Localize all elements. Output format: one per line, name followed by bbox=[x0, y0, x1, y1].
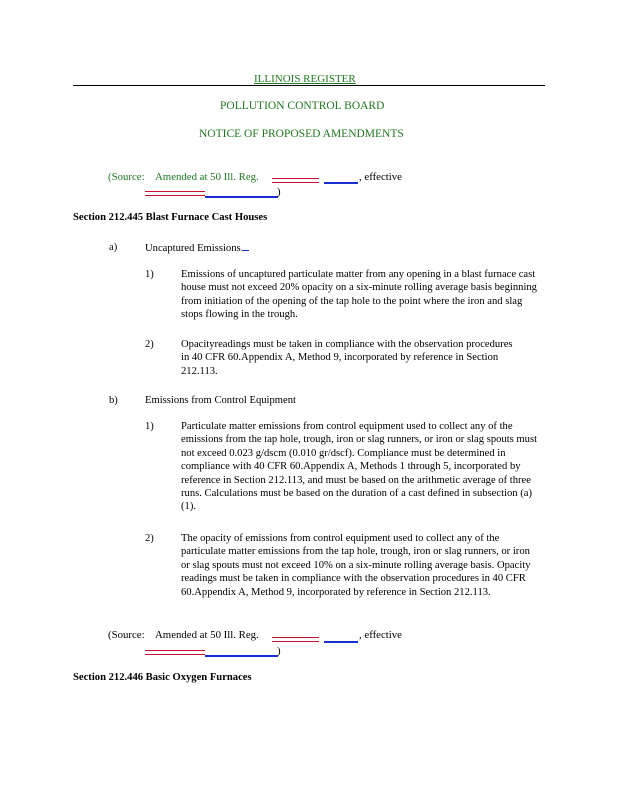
item-a1-label: 1) bbox=[145, 269, 154, 280]
item-b2-label: 2) bbox=[145, 533, 154, 544]
board-title: POLLUTION CONTROL BOARD bbox=[220, 100, 385, 112]
redline-6 bbox=[272, 641, 319, 642]
item-a-label: a) bbox=[109, 242, 118, 253]
blank-line-2 bbox=[205, 196, 278, 198]
source2-amended: Amended at 50 Ill. Reg. bbox=[155, 629, 259, 641]
notice-title: NOTICE OF PROPOSED AMENDMENTS bbox=[199, 128, 404, 140]
source-amended: Amended at 50 Ill. Reg. bbox=[155, 171, 259, 183]
source-prefix: (Source: bbox=[108, 171, 145, 183]
item-b-label: b) bbox=[109, 395, 118, 406]
blank-line-3 bbox=[324, 641, 358, 643]
item-b1-label: 1) bbox=[145, 421, 154, 432]
item-a-title bbox=[145, 241, 249, 255]
item-a2-label: 2) bbox=[145, 339, 154, 350]
source-close: ) bbox=[277, 186, 281, 198]
header-rule bbox=[73, 85, 545, 86]
redline-5 bbox=[272, 637, 319, 638]
register-title: ILLINOIS REGISTER bbox=[254, 73, 356, 85]
source2-close: ) bbox=[277, 645, 281, 657]
redline-3 bbox=[145, 191, 205, 192]
redline-2 bbox=[272, 182, 319, 183]
item-b-title: Emissions from Control Equipment bbox=[145, 395, 296, 406]
section-heading-212-445: Section 212.445 Blast Furnace Cast Houses bbox=[73, 212, 268, 223]
source-effective: , effective bbox=[359, 171, 402, 183]
section-heading-212-446: Section 212.446 Basic Oxygen Furnaces bbox=[73, 672, 252, 683]
item-b2-text: The opacity of emissions from control equipment used to collect any of the particulate matter emissions from the tap hole, trough, iron or slag runners, or iron or slag spouts must not exceed 10% on a six-minute rolling average basis. Opacity readings must be taken in compliance with the observation procedures in 40 CFR 60.Appendix A, Method 9, incorporated by reference in Section 212.113. bbox=[181, 533, 531, 598]
source2-prefix: (Source: bbox=[108, 629, 145, 641]
redline-1 bbox=[272, 178, 319, 179]
redline-4 bbox=[145, 195, 205, 196]
source2-effective: , effective bbox=[359, 629, 402, 641]
item-b1-text: Particulate matter emissions from control equipment used to collect any of the emissions from the tap hole, trough, iron or slag runners, or iron or slag spouts must not exceed 0.023 g/dscm (0.010 gr/dscf). Compliance must be determined in compliance with 40 CFR 60.Appendix A, Methods 1 through 5, incorporated by reference in Section 212.113, and must be based on the arithmetic average of three runs. Calculations must be based on the duration of a cast defined in subsection (a)(1). bbox=[181, 421, 538, 513]
redline-8 bbox=[145, 654, 205, 655]
redline-7 bbox=[145, 650, 205, 651]
item-a2-text: Opacityreadings must be taken in compliance with the observation procedures in 40 CFR 60.Appendix A, Method 9, incorporated by reference in Section 212.113. bbox=[181, 339, 513, 377]
blank-line-1 bbox=[324, 182, 358, 184]
blank-line-4 bbox=[205, 655, 278, 657]
item-a1-text: Emissions of uncaptured particulate matter from any opening in a blast furnace cast house must not exceed 20% opacity on a six-minute rolling average basis beginning from initiation of the opening of the tap hole to the point where the iron and slag stops flowing in the trough. bbox=[181, 269, 537, 321]
item-a-title-text: Uncaptured Emissions. bbox=[145, 243, 244, 254]
